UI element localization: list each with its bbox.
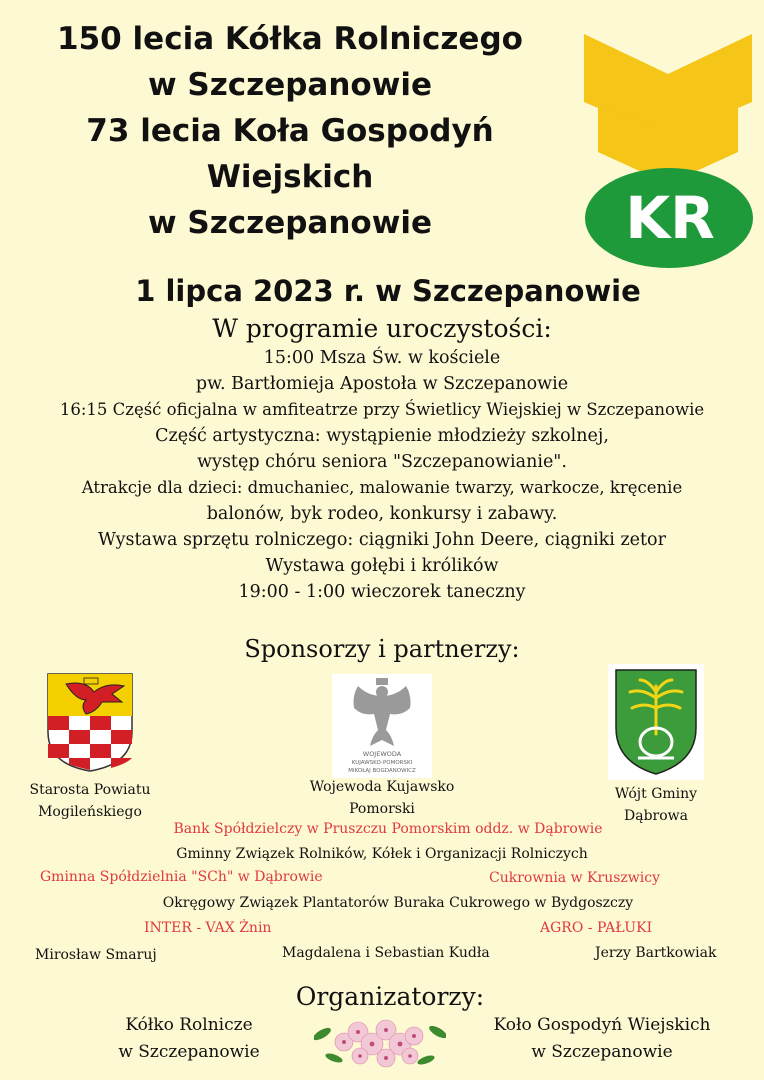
program-line: 16:15 Część oficjalna w amfiteatrze przy Świetlicy Wiejskiej w Szczepanowie bbox=[59, 400, 705, 419]
caption-line: Starosta Powiatu bbox=[29, 782, 151, 798]
program-line: Wystawa sprzętu rolniczego: ciągniki John Deere, ciągniki zetor bbox=[98, 530, 666, 550]
program-line: Część artystyczna: wystąpienie młodzieży szkolnej, bbox=[155, 426, 609, 446]
wojewoda-text-1: WOJEWODA bbox=[362, 750, 402, 758]
title-line-5: w Szczepanowie bbox=[147, 205, 432, 241]
title-line-1: 150 lecia Kółka Rolniczego bbox=[57, 21, 523, 57]
sponsor-gminny-zwiazek: Gminny Związek Rolników, Kółek i Organizacji Rolniczych bbox=[176, 846, 588, 862]
organizer-line: Kółko Rolnicze bbox=[125, 1015, 253, 1035]
program-line: występ chóru seniora "Szczepanowianie". bbox=[197, 452, 567, 472]
event-date: 1 lipca 2023 r. w Szczepanowie bbox=[135, 274, 641, 308]
wojewoda-text-2: KUJAWSKO-POMORSKI bbox=[351, 760, 413, 766]
program-line: 19:00 - 1:00 wieczorek taneczny bbox=[238, 582, 526, 602]
flowers-image bbox=[314, 1012, 446, 1074]
crest-wojewoda bbox=[332, 674, 432, 778]
organizer-line: w Szczepanowie bbox=[118, 1042, 260, 1062]
caption-line: Wójt Gminy bbox=[614, 786, 698, 802]
program-line: Atrakcje dla dzieci: dmuchaniec, malowanie twarzy, warkocze, kręcenie bbox=[81, 478, 683, 497]
crest-powiat-graphic bbox=[46, 672, 134, 772]
sponsor-kudla: Magdalena i Sebastian Kudła bbox=[282, 945, 490, 961]
organizer-kgw bbox=[462, 1012, 742, 1066]
sponsors-heading: Sponsorzy i partnerzy: bbox=[244, 635, 520, 663]
sponsor-gs: Gminna Spółdzielnia "SCh" w Dąbrowie bbox=[40, 869, 323, 885]
title-line-4: Wiejskich bbox=[206, 159, 374, 195]
title-block bbox=[0, 16, 580, 246]
caption-line: Pomorski bbox=[349, 801, 415, 817]
program-heading: W programie uroczystości: bbox=[212, 314, 552, 343]
flower-icon bbox=[314, 1012, 446, 1074]
crest-powiat-caption bbox=[8, 779, 172, 823]
kr-logo-graphic bbox=[584, 34, 754, 268]
caption-line: Mogileńskiego bbox=[38, 804, 142, 820]
organizer-line: w Szczepanowie bbox=[531, 1042, 673, 1062]
title-line-3: 73 lecia Koła Gospodyń bbox=[86, 113, 494, 149]
program-line: 15:00 Msza Św. w kościele bbox=[263, 348, 501, 368]
program-list bbox=[0, 345, 764, 605]
sponsor-agro: AGRO - PAŁUKI bbox=[540, 920, 653, 936]
program-line: Wystawa gołębi i królików bbox=[265, 556, 499, 576]
crest-powiat bbox=[46, 672, 134, 772]
organizer-line: Koło Gospodyń Wiejskich bbox=[493, 1015, 711, 1035]
program-line: balonów, byk rodeo, konkursy i zabawy. bbox=[206, 504, 558, 524]
crest-wojewoda-caption bbox=[292, 776, 472, 820]
sponsor-okregowy: Okręgowy Związek Plantatorów Buraka Cukrowego w Bydgoszczy bbox=[162, 895, 634, 911]
sponsor-bartkowiak: Jerzy Bartkowiak bbox=[595, 945, 717, 961]
eagle-icon bbox=[332, 674, 432, 778]
kr-logo bbox=[584, 34, 754, 268]
sponsor-smaruj: Mirosław Smaruj bbox=[35, 947, 157, 963]
crest-gmina bbox=[608, 664, 704, 780]
organizers-heading: Organizatorzy: bbox=[295, 982, 485, 1011]
crest-gmina-graphic bbox=[608, 664, 704, 780]
sponsor-bank: Bank Spółdzielczy w Pruszczu Pomorskim oddz. w Dąbrowie bbox=[173, 821, 603, 837]
sponsor-cukrownia: Cukrownia w Kruszwicy bbox=[489, 870, 660, 886]
caption-line: Wojewoda Kujawsko bbox=[309, 779, 455, 795]
program-line: pw. Bartłomieja Apostoła w Szczepanowie bbox=[195, 374, 569, 394]
kr-logo-text: KR bbox=[625, 184, 715, 252]
wojewoda-text-3: MIKOŁAJ BOGDANOWICZ bbox=[348, 768, 416, 774]
title-line-2: w Szczepanowie bbox=[147, 67, 432, 103]
caption-line: Dąbrowa bbox=[624, 808, 688, 824]
sponsor-intervax: INTER - VAX Żnin bbox=[144, 920, 272, 936]
organizer-kolko bbox=[84, 1012, 294, 1066]
